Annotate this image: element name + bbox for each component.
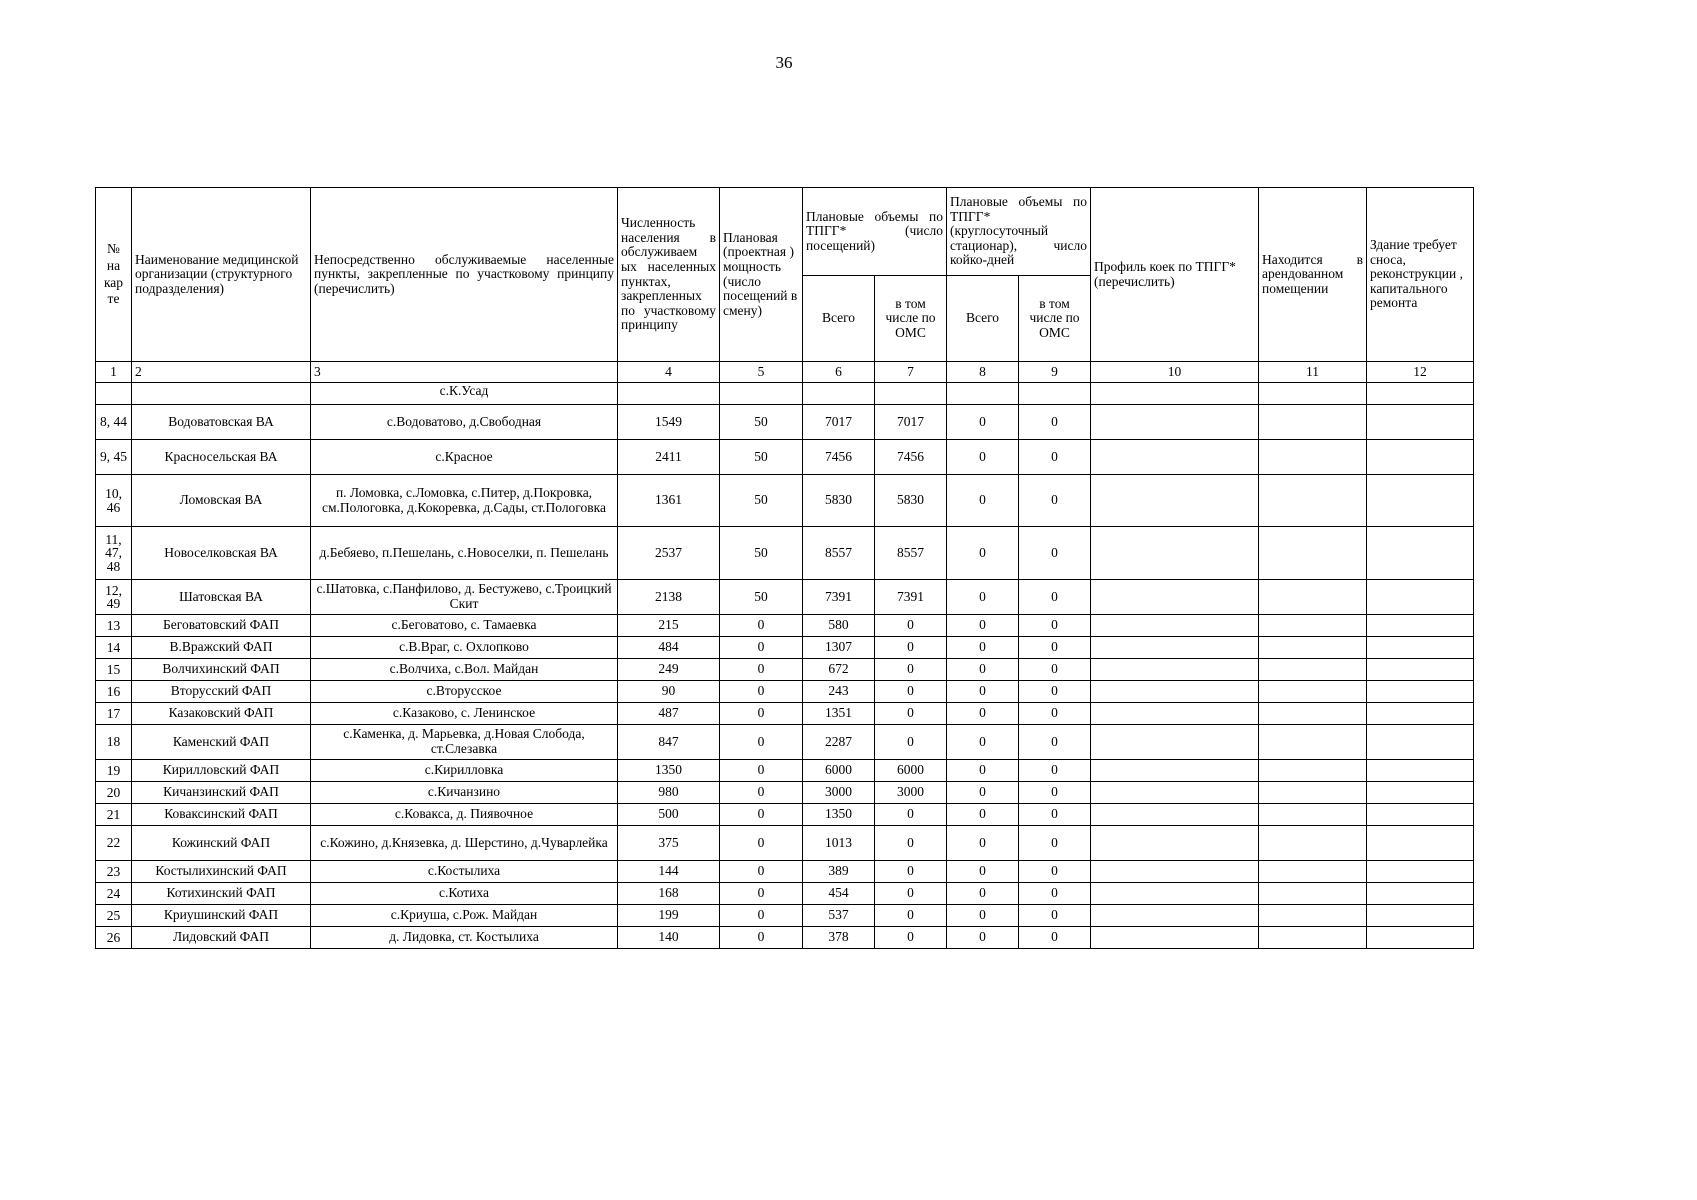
page-number: 36 <box>775 53 793 72</box>
row-number: 25 <box>96 905 132 927</box>
settlements-cell: с.В.Враг, с. Охлопково <box>311 637 618 659</box>
organization-name: Кирилловский ФАП <box>132 760 311 782</box>
capacity-cell: 0 <box>720 826 803 861</box>
column-number: 10 <box>1091 362 1259 383</box>
population-cell: 980 <box>618 782 720 804</box>
building-state-cell <box>1367 440 1474 475</box>
organization-name: Вторусский ФАП <box>132 681 311 703</box>
table-row <box>96 725 1474 760</box>
population-cell: 249 <box>618 659 720 681</box>
capacity-cell: 50 <box>720 580 803 615</box>
settlements-cell: д. Лидовка, ст. Костылиха <box>311 927 618 949</box>
beds-oms-cell: 0 <box>1019 861 1091 883</box>
beds-total-cell: 0 <box>947 527 1019 580</box>
visits-oms-cell: 0 <box>875 905 947 927</box>
settlements-cell: с.Каменка, д. Марьевка, д.Новая Слобода, ст.Слезавка <box>311 725 618 760</box>
table-row <box>96 659 1474 681</box>
building-state-cell <box>1367 475 1474 527</box>
settlements-cell: п. Ломовка, с.Ломовка, с.Питер, д.Покровка, см.Пологовка, д.Кокоревка, д.Сады, ст.Пологовка <box>311 475 618 527</box>
beds-oms-cell: 0 <box>1019 580 1091 615</box>
population-cell: 375 <box>618 826 720 861</box>
visits-total-cell: 243 <box>803 681 875 703</box>
table-row <box>96 760 1474 782</box>
beds-total-cell: 0 <box>947 883 1019 905</box>
organization-name: Водоватовская ВА <box>132 405 311 440</box>
visits-total-cell: 378 <box>803 927 875 949</box>
building-state-cell <box>1367 681 1474 703</box>
bed-profile-cell <box>1091 883 1259 905</box>
header-col-visits-oms: в том числе по ОМС <box>875 276 947 362</box>
settlements-cell: д.Бебяево, п.Пешелань, с.Новоселки, п. Пешелань <box>311 527 618 580</box>
beds-oms-cell: 0 <box>1019 405 1091 440</box>
column-number: 9 <box>1019 362 1091 383</box>
organization-name: Новоселковская ВА <box>132 527 311 580</box>
header-col-rented: Находится в арендованном помещении <box>1259 188 1367 362</box>
beds-total-cell: 0 <box>947 703 1019 725</box>
row-number: 8, 44 <box>96 405 132 440</box>
medical-organizations-table <box>95 187 1474 949</box>
settlements-cell: с.Костылиха <box>311 861 618 883</box>
bed-profile-cell <box>1091 659 1259 681</box>
bed-profile-cell <box>1091 703 1259 725</box>
capacity-cell: 50 <box>720 405 803 440</box>
rented-cell <box>1259 659 1367 681</box>
row-number: 21 <box>96 804 132 826</box>
visits-oms-cell: 0 <box>875 883 947 905</box>
beds-total-cell: 0 <box>947 405 1019 440</box>
building-state-cell <box>1367 659 1474 681</box>
settlements-cell: с.Кирилловка <box>311 760 618 782</box>
settlements-cell: с.К.Усад <box>311 383 618 405</box>
visits-oms-cell: 0 <box>875 826 947 861</box>
building-state-cell <box>1367 927 1474 949</box>
visits-oms-cell: 5830 <box>875 475 947 527</box>
rented-cell <box>1259 580 1367 615</box>
building-state-cell <box>1367 826 1474 861</box>
capacity-cell: 0 <box>720 637 803 659</box>
capacity-cell: 0 <box>720 927 803 949</box>
rented-cell <box>1259 760 1367 782</box>
continuation-row <box>96 383 1474 405</box>
rented-cell <box>1259 703 1367 725</box>
row-number: 18 <box>96 725 132 760</box>
rented-cell <box>1259 725 1367 760</box>
visits-total-cell: 1013 <box>803 826 875 861</box>
building-state-cell <box>1367 637 1474 659</box>
beds-oms-cell: 0 <box>1019 760 1091 782</box>
building-state-cell <box>1367 580 1474 615</box>
beds-total-cell: 0 <box>947 725 1019 760</box>
table-row <box>96 905 1474 927</box>
organization-name: Беговатовский ФАП <box>132 615 311 637</box>
beds-total-cell: 0 <box>947 681 1019 703</box>
beds-oms-cell: 0 <box>1019 440 1091 475</box>
settlements-cell: с.Красное <box>311 440 618 475</box>
building-state-cell <box>1367 703 1474 725</box>
rented-cell <box>1259 527 1367 580</box>
beds-oms-cell: 0 <box>1019 804 1091 826</box>
beds-oms-cell: 0 <box>1019 782 1091 804</box>
beds-oms-cell: 0 <box>1019 527 1091 580</box>
row-number: 20 <box>96 782 132 804</box>
beds-total-cell: 0 <box>947 637 1019 659</box>
beds-total-cell: 0 <box>947 905 1019 927</box>
header-group-visits: Плановые объемы по ТПГГ* (число посещений) <box>803 188 947 276</box>
organization-name: Кожинский ФАП <box>132 826 311 861</box>
settlements-cell: с.Кожино, д.Князевка, д. Шерстино, д.Чуварлейка <box>311 826 618 861</box>
header-col-visits-total: Всего <box>803 276 875 362</box>
bed-profile-cell <box>1091 475 1259 527</box>
population-cell: 144 <box>618 861 720 883</box>
settlements-cell: с.Волчиха, с.Вол. Майдан <box>311 659 618 681</box>
beds-oms-cell: 0 <box>1019 615 1091 637</box>
header-col-capacity: Плановая (проектная ) мощность (число посещений в смену) <box>720 188 803 362</box>
rented-cell <box>1259 883 1367 905</box>
organization-name: Криушинский ФАП <box>132 905 311 927</box>
beds-oms-cell: 0 <box>1019 659 1091 681</box>
bed-profile-cell <box>1091 725 1259 760</box>
visits-total-cell: 7456 <box>803 440 875 475</box>
building-state-cell <box>1367 725 1474 760</box>
visits-total-cell: 6000 <box>803 760 875 782</box>
capacity-cell: 0 <box>720 883 803 905</box>
column-number: 1 <box>96 362 132 383</box>
population-cell: 484 <box>618 637 720 659</box>
capacity-cell: 0 <box>720 681 803 703</box>
population-cell: 2537 <box>618 527 720 580</box>
rented-cell <box>1259 440 1367 475</box>
row-number: 24 <box>96 883 132 905</box>
row-number: 14 <box>96 637 132 659</box>
settlements-cell: с.Шатовка, с.Панфилово, д. Бестужево, с.Троицкий Скит <box>311 580 618 615</box>
capacity-cell: 0 <box>720 659 803 681</box>
building-state-cell <box>1367 804 1474 826</box>
header-col-beds-total: Всего <box>947 276 1019 362</box>
population-cell: 847 <box>618 725 720 760</box>
visits-oms-cell: 3000 <box>875 782 947 804</box>
capacity-cell: 50 <box>720 440 803 475</box>
table-row <box>96 580 1474 615</box>
visits-oms-cell: 6000 <box>875 760 947 782</box>
rented-cell <box>1259 681 1367 703</box>
table-row <box>96 826 1474 861</box>
row-number: 26 <box>96 927 132 949</box>
row-number: 22 <box>96 826 132 861</box>
table-row <box>96 883 1474 905</box>
settlements-cell: с.Беговатово, с. Тамаевка <box>311 615 618 637</box>
table-row <box>96 527 1474 580</box>
organization-name: Котихинский ФАП <box>132 883 311 905</box>
visits-oms-cell: 0 <box>875 861 947 883</box>
visits-total-cell: 672 <box>803 659 875 681</box>
rented-cell <box>1259 405 1367 440</box>
row-number: 9, 45 <box>96 440 132 475</box>
capacity-cell: 0 <box>720 782 803 804</box>
rented-cell <box>1259 615 1367 637</box>
beds-total-cell: 0 <box>947 580 1019 615</box>
rented-cell <box>1259 826 1367 861</box>
organization-name: Коваксинский ФАП <box>132 804 311 826</box>
building-state-cell <box>1367 527 1474 580</box>
table-row <box>96 927 1474 949</box>
column-number: 2 <box>132 362 311 383</box>
visits-total-cell: 7017 <box>803 405 875 440</box>
building-state-cell <box>1367 615 1474 637</box>
bed-profile-cell <box>1091 826 1259 861</box>
building-state-cell <box>1367 405 1474 440</box>
population-cell: 1350 <box>618 760 720 782</box>
visits-oms-cell: 0 <box>875 804 947 826</box>
table-row <box>96 681 1474 703</box>
beds-total-cell: 0 <box>947 659 1019 681</box>
bed-profile-cell <box>1091 637 1259 659</box>
rented-cell <box>1259 905 1367 927</box>
visits-oms-cell: 7391 <box>875 580 947 615</box>
bed-profile-cell <box>1091 615 1259 637</box>
column-number: 4 <box>618 362 720 383</box>
bed-profile-cell <box>1091 782 1259 804</box>
header-col-number: № на кар те <box>96 188 132 362</box>
visits-total-cell: 1351 <box>803 703 875 725</box>
capacity-cell: 0 <box>720 804 803 826</box>
organization-name: Казаковский ФАП <box>132 703 311 725</box>
table-row <box>96 782 1474 804</box>
capacity-cell: 0 <box>720 760 803 782</box>
organization-name: Волчихинский ФАП <box>132 659 311 681</box>
beds-total-cell: 0 <box>947 760 1019 782</box>
organization-name: Красносельская ВА <box>132 440 311 475</box>
table-row <box>96 703 1474 725</box>
visits-total-cell: 454 <box>803 883 875 905</box>
population-cell: 2138 <box>618 580 720 615</box>
building-state-cell <box>1367 905 1474 927</box>
table-row <box>96 475 1474 527</box>
visits-oms-cell: 0 <box>875 703 947 725</box>
beds-oms-cell: 0 <box>1019 883 1091 905</box>
population-cell: 2411 <box>618 440 720 475</box>
column-number: 12 <box>1367 362 1474 383</box>
row-number: 11, 47, 48 <box>96 527 132 580</box>
visits-oms-cell: 0 <box>875 681 947 703</box>
population-cell: 168 <box>618 883 720 905</box>
visits-total-cell: 537 <box>803 905 875 927</box>
column-number: 7 <box>875 362 947 383</box>
settlements-cell: с.Вторусское <box>311 681 618 703</box>
table-row <box>96 637 1474 659</box>
building-state-cell <box>1367 782 1474 804</box>
row-number: 23 <box>96 861 132 883</box>
column-number: 6 <box>803 362 875 383</box>
visits-total-cell: 7391 <box>803 580 875 615</box>
population-cell: 1361 <box>618 475 720 527</box>
population-cell: 500 <box>618 804 720 826</box>
table-row <box>96 615 1474 637</box>
settlements-cell: с.Ковакса, д. Пиявочное <box>311 804 618 826</box>
visits-total-cell: 8557 <box>803 527 875 580</box>
bed-profile-cell <box>1091 580 1259 615</box>
bed-profile-cell <box>1091 440 1259 475</box>
beds-total-cell: 0 <box>947 440 1019 475</box>
population-cell: 1549 <box>618 405 720 440</box>
beds-total-cell: 0 <box>947 826 1019 861</box>
table-row <box>96 440 1474 475</box>
header-col-bed-profile: Профиль коек по ТПГГ* (перечислить) <box>1091 188 1259 362</box>
row-number: 19 <box>96 760 132 782</box>
rented-cell <box>1259 861 1367 883</box>
beds-total-cell: 0 <box>947 861 1019 883</box>
capacity-cell: 0 <box>720 615 803 637</box>
beds-oms-cell: 0 <box>1019 475 1091 527</box>
organization-name: Кичанзинский ФАП <box>132 782 311 804</box>
visits-oms-cell: 0 <box>875 637 947 659</box>
visits-total-cell: 3000 <box>803 782 875 804</box>
beds-total-cell: 0 <box>947 782 1019 804</box>
visits-oms-cell: 8557 <box>875 527 947 580</box>
row-number: 17 <box>96 703 132 725</box>
building-state-cell <box>1367 760 1474 782</box>
row-number: 12, 49 <box>96 580 132 615</box>
header-col-population: Численность населения в обслуживаем ых населенных пунктах, закрепленных по участковому принципу <box>618 188 720 362</box>
building-state-cell <box>1367 883 1474 905</box>
header-group-beds: Плановые объемы по ТПГГ* (круглосуточный стационар), число койко-дней <box>947 188 1091 276</box>
population-cell: 215 <box>618 615 720 637</box>
capacity-cell: 0 <box>720 725 803 760</box>
column-number: 11 <box>1259 362 1367 383</box>
table-row <box>96 804 1474 826</box>
settlements-cell: с.Кичанзино <box>311 782 618 804</box>
visits-total-cell: 2287 <box>803 725 875 760</box>
column-numbers-row <box>96 362 1474 383</box>
beds-total-cell: 0 <box>947 475 1019 527</box>
beds-oms-cell: 0 <box>1019 725 1091 760</box>
organization-name: Шатовская ВА <box>132 580 311 615</box>
beds-oms-cell: 0 <box>1019 826 1091 861</box>
population-cell: 140 <box>618 927 720 949</box>
header-col-beds-oms: в том числе по ОМС <box>1019 276 1091 362</box>
capacity-cell: 0 <box>720 861 803 883</box>
visits-oms-cell: 0 <box>875 659 947 681</box>
organization-name: Каменский ФАП <box>132 725 311 760</box>
table-header <box>96 188 1474 383</box>
visits-oms-cell: 0 <box>875 927 947 949</box>
population-cell: 199 <box>618 905 720 927</box>
settlements-cell: с.Водоватово, д.Свободная <box>311 405 618 440</box>
organization-name: Костылихинский ФАП <box>132 861 311 883</box>
capacity-cell: 0 <box>720 703 803 725</box>
column-number: 8 <box>947 362 1019 383</box>
rented-cell <box>1259 782 1367 804</box>
header-col-building-state: Здание требует сноса, реконструкции , капитального ремонта <box>1367 188 1474 362</box>
visits-total-cell: 5830 <box>803 475 875 527</box>
bed-profile-cell <box>1091 405 1259 440</box>
beds-oms-cell: 0 <box>1019 681 1091 703</box>
visits-oms-cell: 0 <box>875 725 947 760</box>
population-cell: 90 <box>618 681 720 703</box>
bed-profile-cell <box>1091 927 1259 949</box>
column-number: 5 <box>720 362 803 383</box>
header-col-organization: Наименование медицинской организации (структурного подразделения) <box>132 188 311 362</box>
bed-profile-cell <box>1091 804 1259 826</box>
row-number: 15 <box>96 659 132 681</box>
bed-profile-cell <box>1091 527 1259 580</box>
population-cell: 487 <box>618 703 720 725</box>
beds-total-cell: 0 <box>947 615 1019 637</box>
visits-total-cell: 1307 <box>803 637 875 659</box>
rented-cell <box>1259 804 1367 826</box>
row-number: 10, 46 <box>96 475 132 527</box>
bed-profile-cell <box>1091 861 1259 883</box>
capacity-cell: 50 <box>720 527 803 580</box>
organization-name: Лидовский ФАП <box>132 927 311 949</box>
beds-total-cell: 0 <box>947 804 1019 826</box>
capacity-cell: 0 <box>720 905 803 927</box>
building-state-cell <box>1367 861 1474 883</box>
bed-profile-cell <box>1091 760 1259 782</box>
settlements-cell: с.Котиха <box>311 883 618 905</box>
table-row <box>96 861 1474 883</box>
table-row <box>96 405 1474 440</box>
bed-profile-cell <box>1091 681 1259 703</box>
organization-name: В.Вражский ФАП <box>132 637 311 659</box>
beds-oms-cell: 0 <box>1019 905 1091 927</box>
settlements-cell: с.Казаково, с. Ленинское <box>311 703 618 725</box>
bed-profile-cell <box>1091 905 1259 927</box>
beds-total-cell: 0 <box>947 927 1019 949</box>
row-number: 13 <box>96 615 132 637</box>
visits-total-cell: 389 <box>803 861 875 883</box>
column-number: 3 <box>311 362 618 383</box>
beds-oms-cell: 0 <box>1019 927 1091 949</box>
row-number: 16 <box>96 681 132 703</box>
organization-name: Ломовская ВА <box>132 475 311 527</box>
header-col-settlements: Непосредственно обслуживаемые населенные пункты, закрепленные по участковому принципу (перечислить) <box>311 188 618 362</box>
rented-cell <box>1259 637 1367 659</box>
rented-cell <box>1259 927 1367 949</box>
visits-total-cell: 580 <box>803 615 875 637</box>
visits-oms-cell: 7456 <box>875 440 947 475</box>
visits-oms-cell: 0 <box>875 615 947 637</box>
visits-oms-cell: 7017 <box>875 405 947 440</box>
visits-total-cell: 1350 <box>803 804 875 826</box>
beds-oms-cell: 0 <box>1019 637 1091 659</box>
rented-cell <box>1259 475 1367 527</box>
settlements-cell: с.Криуша, с.Рож. Майдан <box>311 905 618 927</box>
capacity-cell: 50 <box>720 475 803 527</box>
table-body <box>96 383 1474 949</box>
beds-oms-cell: 0 <box>1019 703 1091 725</box>
